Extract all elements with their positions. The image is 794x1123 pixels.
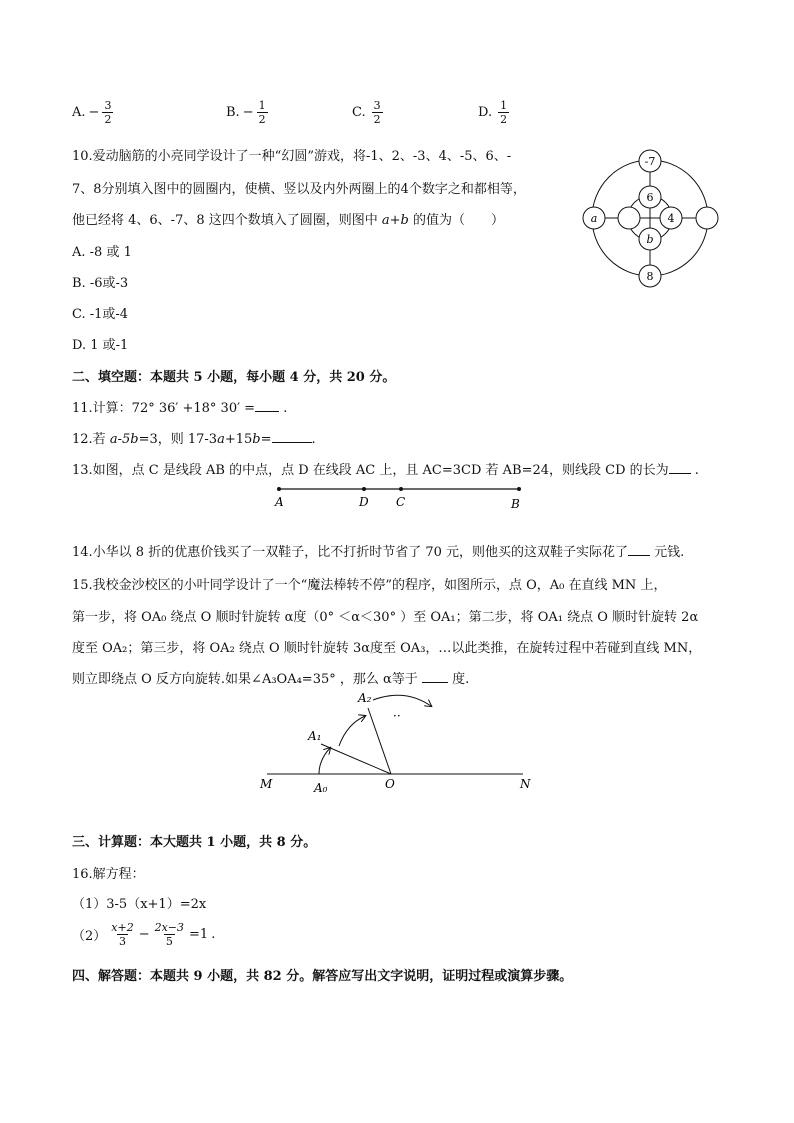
ray-oa2 (368, 708, 391, 774)
q10-line-3: 他已经将 4、6、-7、8 这四个数填入了圆圈，则图中 a+b 的值为（ ） (72, 213, 504, 228)
section-4-heading: 四、解答题：本题共 9 小题，共 82 分。解答应写出文字说明，证明过程或演算步骤。 (72, 969, 573, 984)
q9-option-a: A. − $\frac{3}{2}$ (72, 99, 112, 126)
label-a: A (275, 495, 284, 509)
q12-blank (272, 429, 312, 443)
q15-line-3: 度至 OA₂；第三步，将 OA₂ 绕点 O 顺时针旋转 3α度至 OA₃，…以此类推，在旋转过程中若碰到直线 MN， (72, 641, 702, 656)
q12-text: 12.若 a-5b=3，则 17-3a+15b= . (72, 428, 316, 447)
node-inner-left (618, 207, 640, 229)
label-c: C (396, 495, 406, 509)
section-2-heading: 二、填空题：本题共 5 小题，每小题 4 分，共 20 分。 (72, 370, 396, 385)
q16-part-2: （2） $\frac{x+2}{3}$ − $\frac{2x-3}{5}$ =1 . (72, 921, 216, 948)
label-d: D (359, 495, 369, 509)
point-a (277, 487, 281, 491)
q9-option-b: B. − $\frac{1}{2}$ (226, 99, 266, 126)
q16-title: 16.解方程： (72, 867, 145, 882)
q15-line-1: 15.我校金沙校区的小叶同学设计了一个“魔法棒转不停”的程序，如图所示，点 O，A₀ 在直线 MN 上， (72, 578, 667, 593)
q15-line-2: 第一步，将 OA₀ 绕点 O 顺时针旋转 α度（0° ＜α＜30° ）至 OA₁；第二步，将 OA₁ 绕点 O 顺时针旋转 2α (72, 610, 699, 625)
segment-diagram (270, 480, 530, 514)
q13-blank (669, 460, 691, 474)
label-n: N (520, 777, 531, 791)
q10-option-a: A. -8 或 1 (72, 245, 132, 260)
label-b: B (511, 497, 520, 511)
q10-line-2: 7、8分别填入图中的圆圈内，使横、竖以及内外两圈上的4个数字之和都相等， (72, 182, 526, 197)
label-a1: A₁ (308, 729, 322, 743)
label-a2: A₂ (358, 691, 372, 705)
node-inner-right-label: 4 (667, 212, 675, 225)
q9-option-d: D. $\frac{1}{2}$ (478, 99, 508, 126)
q15-blank (422, 669, 448, 683)
q14-blank (628, 542, 650, 556)
q14-text: 14.小华以 8 折的优惠价钱买了一双鞋子，比不打折时节省了 70 元，则他买的这双鞋子实际花了 元钱. (72, 541, 684, 560)
q11-blank (255, 398, 279, 412)
continuation-dots: ·· (393, 709, 401, 723)
point-c (399, 487, 403, 491)
q11-text: 11.计算：72° 36′ +18° 30′ = . (72, 397, 287, 416)
arc-step-3 (373, 695, 431, 706)
q10-option-d: D. 1 或-1 (72, 338, 129, 353)
point-b (517, 487, 521, 491)
ray-oa1 (321, 744, 391, 774)
node-right (696, 207, 718, 229)
q10-line-1: 10.爱动脑筋的小亮同学设计了一种“幻圆”游戏，将-1、2、-3、4、-5、6、- (72, 149, 512, 164)
label-o: O (385, 777, 395, 791)
q16-part-1: （1）3-5（x+1）=2x (72, 897, 207, 912)
node-left-label: a (590, 212, 598, 225)
q10-option-b: B. -6或-3 (72, 276, 129, 291)
node-bottom-label: 8 (646, 270, 654, 283)
section-3-heading: 三、计算题：本大题共 1 小题，共 8 分。 (72, 835, 317, 850)
q13-text: 13.如图，点 C 是线段 AB 的中点，点 D 在线段 AC 上，且 AC=3CD 若 AB=24，则线段 CD 的长为 . (72, 459, 699, 478)
arc-step-1 (319, 748, 330, 774)
label-m: M (260, 777, 273, 791)
magic-circle-diagram (578, 148, 724, 290)
q9-option-c: C. $\frac{3}{2}$ (352, 99, 381, 126)
q15-line-4: 则立即绕点 O 反方向旋转.如果∠A₃OA₄=35° ，那么 α等于 度. (72, 668, 469, 687)
arc-step-2 (339, 716, 365, 746)
node-inner-top-label: 6 (646, 191, 654, 204)
rotation-diagram (255, 686, 545, 798)
node-inner-bottom-label: b (646, 233, 654, 246)
node-top-label: -7 (644, 155, 656, 168)
point-d (362, 487, 366, 491)
label-a0: A₀ (314, 781, 328, 795)
q10-option-c: C. -1或-4 (72, 307, 129, 322)
